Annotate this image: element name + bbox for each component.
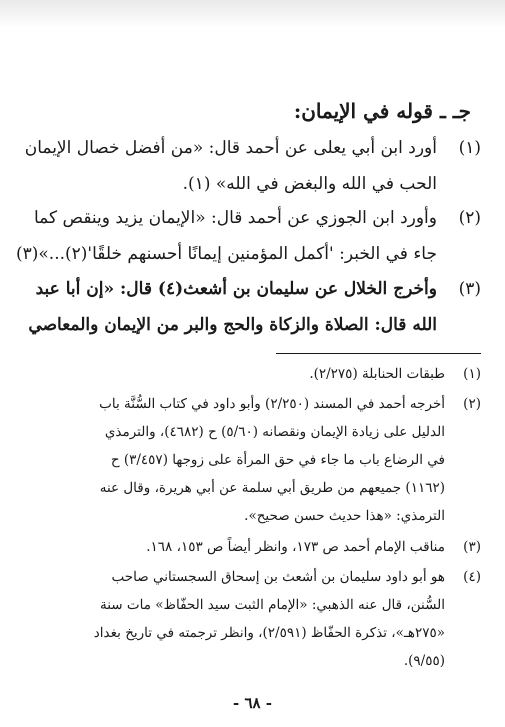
footnote-line: أخرجه أحمد في المسند (٢/٢٥٠) وأبو داود في كتاب السُّنَّة باب (99, 396, 445, 412)
footnote-line: السُّنن، قال عنه الذهبي: «الإمام الثبت سيد الحفّاظ» مات سنة (99, 597, 445, 613)
footnote-text (31, 360, 445, 388)
footnote-line: هو أبو داود سليمان بن أشعث بن إسحاق السجستاني صاحب (111, 569, 445, 585)
entry-number: (٣) (458, 279, 481, 299)
entry-line: وأخرج الخلال عن سليمان بن أشعث(٤) قال: «إن أبا عبد (35, 279, 437, 299)
entry-text (24, 130, 437, 202)
footnote-2 (31, 390, 481, 530)
main-entry-3 (28, 271, 481, 343)
footnote-line: الدليل على زيادة الإيمان ونقصانه (٥/٦٠) ح (٤٦٨٢)، والترمذي (104, 424, 445, 440)
footnote-line: (١١٦٢) جميعهم من طريق أبي سلمة عن أبي هريرة، وقال عنه (99, 480, 445, 496)
entry-line: وأورد ابن الجوزي عن أحمد قال: «الإيمان يزيد وينقص كما (34, 208, 437, 228)
entry-text (28, 271, 437, 343)
footnote-line: مناقب الإمام أحمد ص ١٧٣، وانظر أيضاً ص ١٥٣، ١٦٨. (146, 539, 445, 555)
entry-line: أورد ابن أبي يعلى عن أحمد قال: «من أفضل خصال الإيمان (24, 138, 437, 158)
scan-edge-shadow (0, 0, 505, 28)
footnote-text (31, 390, 445, 530)
entry-line: جاء في الخبر: 'أكمل المؤمنين إيمانًا أحسنهم خلقًا'(٢)...»(٣) (15, 244, 437, 264)
footnote-line: الترمذي: «هذا حديث حسن صحيح». (244, 508, 445, 524)
footnote-3 (31, 533, 481, 561)
footnote-4 (31, 563, 481, 675)
footnote-number: (٤) (463, 569, 481, 585)
entry-text (15, 200, 437, 272)
footnote-text (31, 563, 445, 675)
footnote-line: في الرضاع باب ما جاء في حق المرأة على زوجها (٣/٤٥٧) ح (110, 452, 445, 468)
entry-number: (١) (458, 138, 481, 158)
footnote-text (31, 533, 445, 561)
main-entry-2 (15, 200, 481, 272)
entry-line: الحب في الله والبغض في الله» (١). (182, 174, 437, 194)
footnote-number: (١) (463, 366, 481, 382)
footnote-number: (٣) (463, 539, 481, 555)
footnote-line: «٢٧٥هـ»، تذكرة الحفّاظ (٢/٥٩١)، وانظر ترجمته في تاريخ بغداد (93, 625, 445, 641)
footnote-divider (276, 353, 481, 354)
entry-line: الله قال: الصلاة والزكاة والحج والبر من الإيمان والمعاصي (28, 315, 437, 335)
footnote-number: (٢) (463, 396, 481, 412)
page-number: - ٦٨ - (232, 694, 273, 712)
footnote-1 (31, 360, 481, 388)
section-heading: جـ ـ قوله في الإيمان: (293, 99, 471, 123)
footnote-line: (٩/٥٥). (403, 653, 445, 669)
entry-number: (٢) (458, 208, 481, 228)
footnote-line: طبقات الحنابلة (٢/٢٧٥). (309, 366, 445, 382)
main-entry-1 (24, 130, 481, 202)
